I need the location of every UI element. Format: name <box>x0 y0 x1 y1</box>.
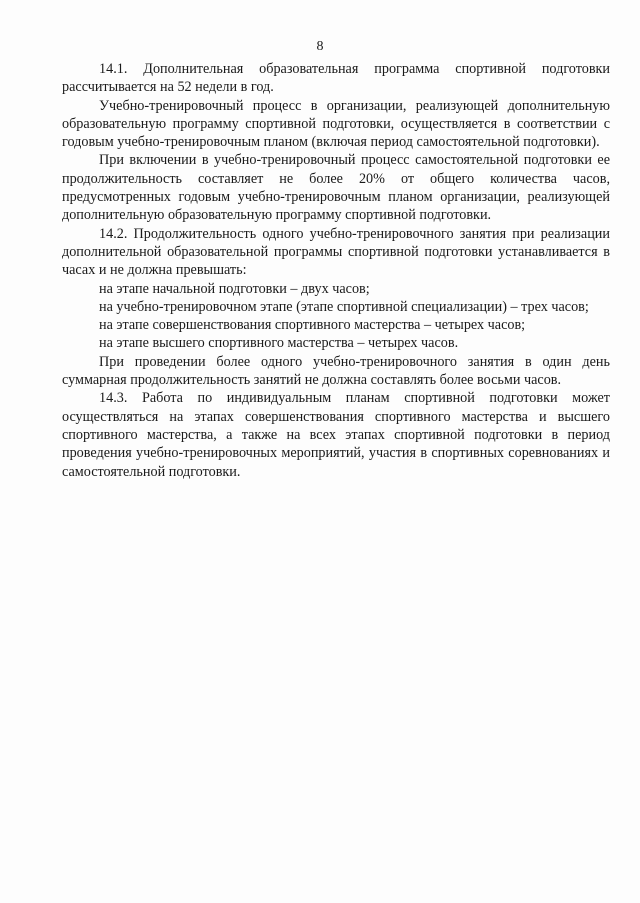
paragraph-14-3: 14.3. Работа по индивидуальным планам спортивной подготовки может осуществляться на этапах совершенствования спортивного мастерства и высшего спортивного мастерства, а также на всех этапах спортивной подготовки в период проведения учебно-тренировочных мероприятий, участия в спортивных соревнованиях и самостоятельной подготовки. <box>62 390 610 480</box>
list-item-highest-stage: на этапе высшего спортивного мастерства – четырех часов. <box>99 335 459 352</box>
paragraph-14-2: 14.2. Продолжительность одного учебно-тренировочного занятия при реализации дополнительной образовательной программы спортивной подготовки устанавливается в часах и не должна превышать: <box>62 225 610 279</box>
list-item-improvement-stage: на этапе совершенствования спортивного мастерства – четырех часов; <box>99 317 526 334</box>
page-number: 8 <box>316 39 324 54</box>
list-item-training-stage: на учебно-тренировочном этапе (этапе спортивной специализации) – трех часов; <box>99 298 589 315</box>
paragraph-daily-limit: При проведении более одного учебно-тренировочного занятия в один день суммарная продолжительность занятий не должна составлять более восьми часов. <box>62 353 610 389</box>
document-body <box>62 60 610 481</box>
list-item-initial-stage: на этапе начальной подготовки – двух часов; <box>99 280 370 297</box>
paragraph-training-process: Учебно-тренировочный процесс в организации, реализующей дополнительную образовательную программу спортивной подготовки, осуществляется в соответствии с годовым учебно-тренировочным планом (включая период самостоятельной подготовки). <box>62 97 610 151</box>
paragraph-14-1: 14.1. Дополнительная образовательная программа спортивной подготовки рассчитывается на 52 недели в год. <box>62 61 610 96</box>
paragraph-self-training: При включении в учебно-тренировочный процесс самостоятельной подготовки ее продолжительность составляет не более 20% от общего количества часов, предусмотренных годовым учебно-тренировочным планом организации, реализующей дополнительную образовательную программу спортивной подготовки. <box>62 152 610 224</box>
